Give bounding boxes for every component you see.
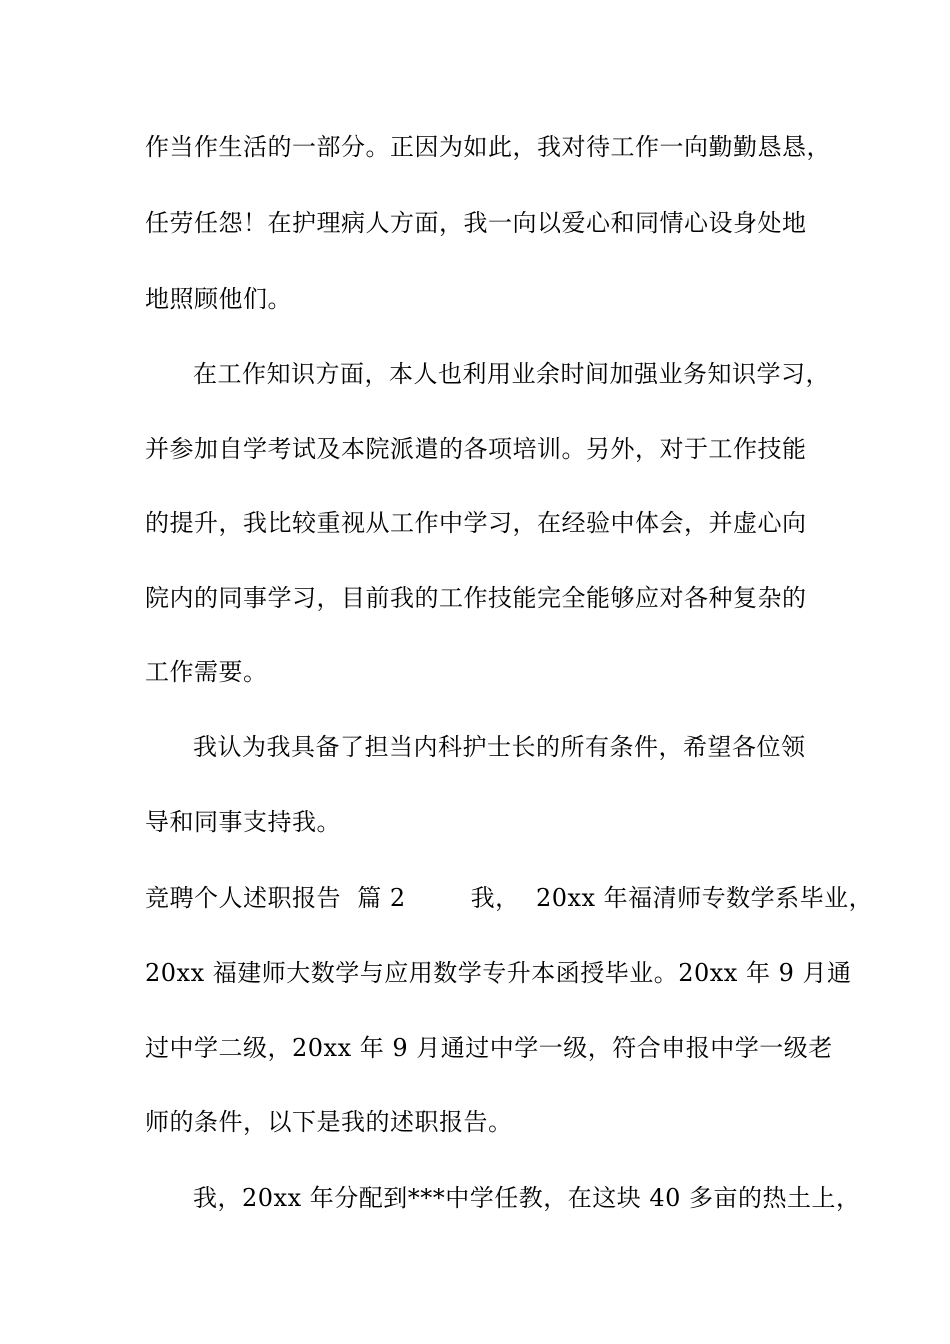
paragraph-line: 工作需要。 bbox=[145, 658, 268, 686]
paragraph-line: 师的条件，以下是我的述职报告。 bbox=[145, 1108, 513, 1136]
paragraph-line: 的提升，我比较重视从工作中学习，在经验中体会，并虚心向 bbox=[145, 509, 807, 537]
paragraph-line: 20xx 福建师大数学与应用数学专升本函授毕业。20xx 年 9 月通 bbox=[145, 959, 852, 987]
paragraph-line: 院内的同事学习，目前我的工作技能完全能够应对各种复杂的 bbox=[145, 584, 807, 612]
paragraph-line: 任劳任怨！在护理病人方面，我一向以爱心和同情心设身处地 bbox=[145, 209, 807, 237]
paragraph-line: 作当作生活的一部分。正因为如此，我对待工作一向勤勤恳恳， bbox=[145, 133, 831, 161]
paragraph-line: 并参加自学考试及本院派遣的各项培训。另外，对于工作技能 bbox=[145, 435, 807, 463]
paragraph-line: 地照顾他们。 bbox=[145, 285, 292, 313]
paragraph-line: 我认为我具备了担当内科护士长的所有条件，希望各位领 bbox=[193, 733, 806, 761]
paragraph-line: 在工作知识方面，本人也利用业余时间加强业务知识学习， bbox=[193, 360, 830, 388]
paragraph-line: 我，20xx 年分配到***中学任教，在这块 40 多亩的热土上， bbox=[193, 1184, 861, 1212]
paragraph-line: 过中学二级，20xx 年 9 月通过中学一级，符合申报中学一级老 bbox=[145, 1034, 833, 1062]
paragraph-line: 导和同事支持我。 bbox=[145, 808, 341, 836]
section-heading-line: 竞聘个人述职报告 篇 2 我， 20xx 年福清师专数学系毕业， bbox=[145, 884, 874, 912]
